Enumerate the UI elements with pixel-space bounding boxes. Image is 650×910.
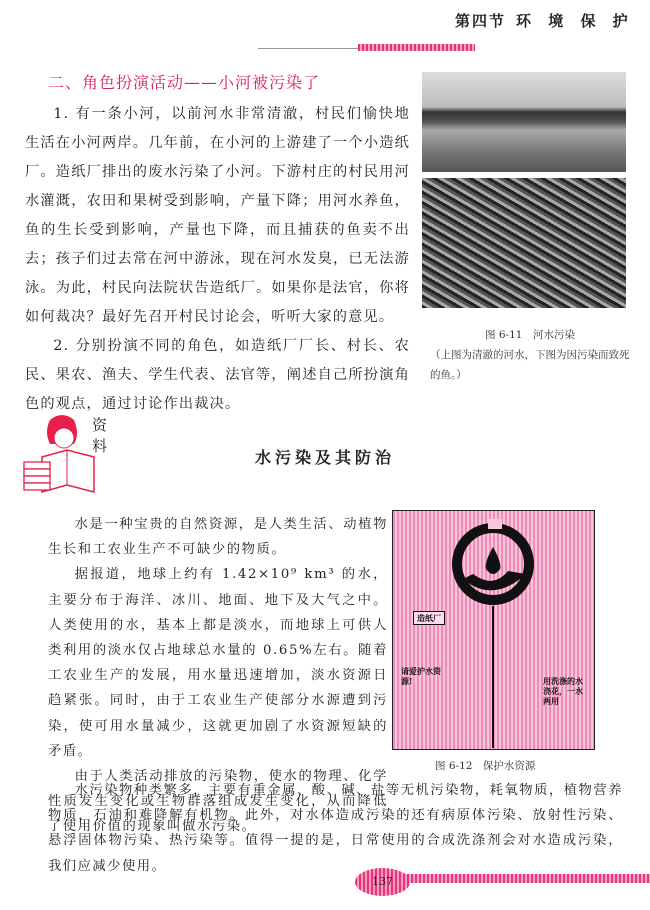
reading-paragraph-4: 水污染物种类繁多，主要有重金属、酸、碱、盐等无机污染物，耗氧物质，植物营养物质，石油和难降解有机物。此外，对水体造成污染的还有病原体污染、放射性污染、悬浮固体物污染、热污染等。值得一提的是，日常使用的合成洗涤剂会对水造成污染，我们应减少使用。 [48, 783, 623, 874]
reading-label: 资料 [92, 416, 108, 455]
reading-paragraph-2: 据报道，地球上约有 1.42×10⁹ km³ 的水，主要分布于海洋、冰川、地面、地下及大气之中。人类使用的水，基本上都是淡水，而地球上可供人类利用的淡水仅占地球总水量的 0.65%左右。随着工农业生产的发展，用水量迅速增加，淡水资源日趋紧张。同时，由于工农业生产使部分水源遭到污染，使可用水量减少，这就更加剧了水资源短缺的矛盾。 [48, 567, 388, 759]
panel-divider [492, 606, 494, 748]
dead-fish-photo [422, 178, 626, 308]
reading-paragraph-3: 由于人类活动排放的污染物，使水的物理、化学性质发生变化或生物群落组成发生变化，从而降低了使用价值的现象叫做水污染。 [48, 769, 388, 835]
activity-paragraph-2: 2. 分别扮演不同的角色，如造纸厂厂长、村长、农民、果农、渔夫、学生代表、法官等，阐述自己所扮演角色的观点，通过讨论作出裁决。 [25, 338, 410, 412]
figure-6-11-note: （上图为清澈的河水，下图为因污染而致死的鱼。） [430, 349, 630, 381]
page-number: 137 [355, 868, 410, 896]
section-title: 环 境 保 护 [516, 12, 634, 30]
section-number: 第四节 [455, 12, 507, 30]
activity-heading: 二、角色扮演活动——小河被污染了 [48, 73, 321, 92]
reading-title: 水污染及其防治 [255, 448, 396, 467]
chapter-header [455, 10, 634, 31]
reading-final-text [48, 778, 623, 879]
clear-river-photo [422, 72, 626, 172]
header-stripe [358, 44, 475, 51]
reading-paragraph-1: 水是一种宝贵的自然资源，是人类生活、动植物生长和工农业生产不可缺少的物质。 [48, 517, 388, 558]
speech-bubble-left: 请爱护水资源! [401, 666, 441, 686]
footer-stripe [395, 874, 650, 883]
protect-water-cartoon [392, 510, 595, 750]
water-protection-logo-icon [448, 519, 538, 609]
speech-bubble-right: 用洗涤的水浇花，一水两用 [543, 676, 583, 706]
reading-girl-icon [22, 412, 102, 497]
activity-text [25, 100, 410, 419]
factory-sign: 造纸厂 [413, 611, 445, 625]
figure-6-12-caption: 图 6-12 保护水资源 [435, 760, 536, 772]
figure-6-11-title: 图 6-11 河水污染 [485, 329, 575, 341]
activity-paragraph-1: 1. 有一条小河，以前河水非常清澈，村民们愉快地生活在小河两岸。几年前，在小河的上游建了一个小造纸厂。造纸厂排出的废水污染了小河。下游村庄的村民用河水灌溉，农田和果树受到影响，产量下降；用河水养鱼，鱼的生长受到影响，产量也下降，而且捕获的鱼卖不出去；孩子们过去常在河中游泳，现在河水发臭，已无法游泳。为此，村民向法院状告造纸厂。如果你是法官，你将如何裁决？最好先召开村民讨论会，听听大家的意见。 [25, 106, 410, 325]
figure-6-11-caption [430, 325, 630, 385]
header-divider [258, 48, 358, 49]
